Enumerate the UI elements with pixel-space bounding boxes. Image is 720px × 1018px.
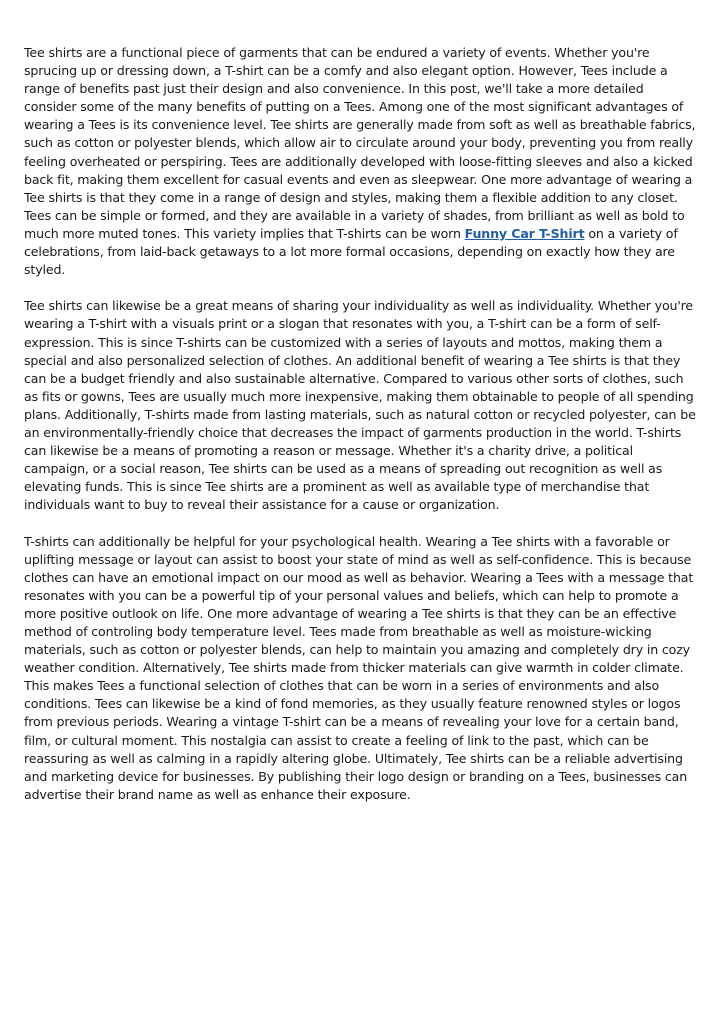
document-body	[24, 44, 698, 822]
paragraph-2: Tee shirts can likewise be a great means of sharing your individuality as well as individuality. Whether you're wearing a T-shirt with a visuals print or a slogan that resonates with you, a T-shirt can be a form of self-expression. This is since T-shirts can be customized with a series of layouts and mottos, making them a special and also personalized selection of clothes. An additional benefit of wearing a Tee shirts is that they can be a budget friendly and also sustainable alternative. Compared to various other sorts of clothes, such as fits or gowns, Tees are usually much more inexpensive, making them obtainable to people of all spending plans. Additionally, T-shirts made from lasting materials, such as natural cotton or recycled polyester, can be an environmentally-friendly choice that decreases the impact of garments production in the world. T-shirts can likewise be a means of promoting a reason or message. Whether it's a charity drive, a political campaign, or a social reason, Tee shirts can be used as a means of spreading out recognition as well as elevating funds. This is since Tee shirts are a prominent as well as available type of merchandise that individuals want to buy to reveal their assistance for a cause or organization.	[24, 298, 696, 513]
paragraph-1-text-start: Tee shirts are a functional piece of garments that can be endured a variety of events. Whether you're sprucing up or dressing down, a T-shirt can be a comfy and also elegant option. However, Tees include a range of benefits past just their design and also convenience. In this post, we'll take a more detailed consider some of the many benefits of putting on a Tees. Among one of the most significant advantages of wearing a Tees is its convenience level. Tee shirts are generally made from soft as well as breathable fabrics, such as cotton or polyester blends, which allow air to circulate around your body, preventing you from really feeling overheated or perspiring. Tees are additionally developed with loose-fitting sleeves and also a kicked back fit, making them excellent for casual events and even as sleepwear. One more advantage of wearing a Tee shirts is that they come in a range of design and styles, making them a flexible addition to any closet. Tees can be simple or formed, and they are available in a variety of shades, from brilliant as well as bold to much more muted tones. This variety implies that T-shirts can be worn	[24, 45, 696, 241]
paragraph-3: T-shirts can additionally be helpful for your psychological health. Wearing a Tee shirts with a favorable or uplifting message or layout can assist to boost your state of mind as well as self-confidence. This is because clothes can have an emotional impact on our mood as well as behavior. Wearing a Tees with a message that resonates with you can be a powerful tip of your personal values and beliefs, which can help to promote a more positive outlook on life. One more advantage of wearing a Tee shirts is that they can be an effective method of controling body temperature level. Tees made from breathable as well as moisture-wicking materials, such as cotton or polyester blends, can help to maintain you amazing and completely dry in cozy weather condition. Alternatively, Tee shirts made from thicker materials can give warmth in colder climate. This makes Tees a functional selection of clothes that can be worn in a series of environments and also conditions. Tees can likewise be a kind of fond memories, as they usually feature renowned styles or logos from previous periods. Wearing a vintage T-shirt can be a means of revealing your love for a certain band, film, or cultural moment. This nostalgia can assist to create a feeling of link to the past, which can be reassuring as well as calming in a rapidly altering globe. Ultimately, Tee shirts can be a reliable advertising and marketing device for businesses. By publishing their logo design or branding on a Tees, businesses can advertise their brand name as well as enhance their exposure.	[24, 533, 694, 802]
funny-car-tshirt-link[interactable]: Funny Car T-Shirt	[464, 225, 585, 241]
paragraph-1-text-end: on a variety of celebrations, from laid-back getaways to a lot more formal occasions, depending on exactly how they are styled.	[24, 225, 678, 278]
paragraph-1	[24, 44, 698, 279]
